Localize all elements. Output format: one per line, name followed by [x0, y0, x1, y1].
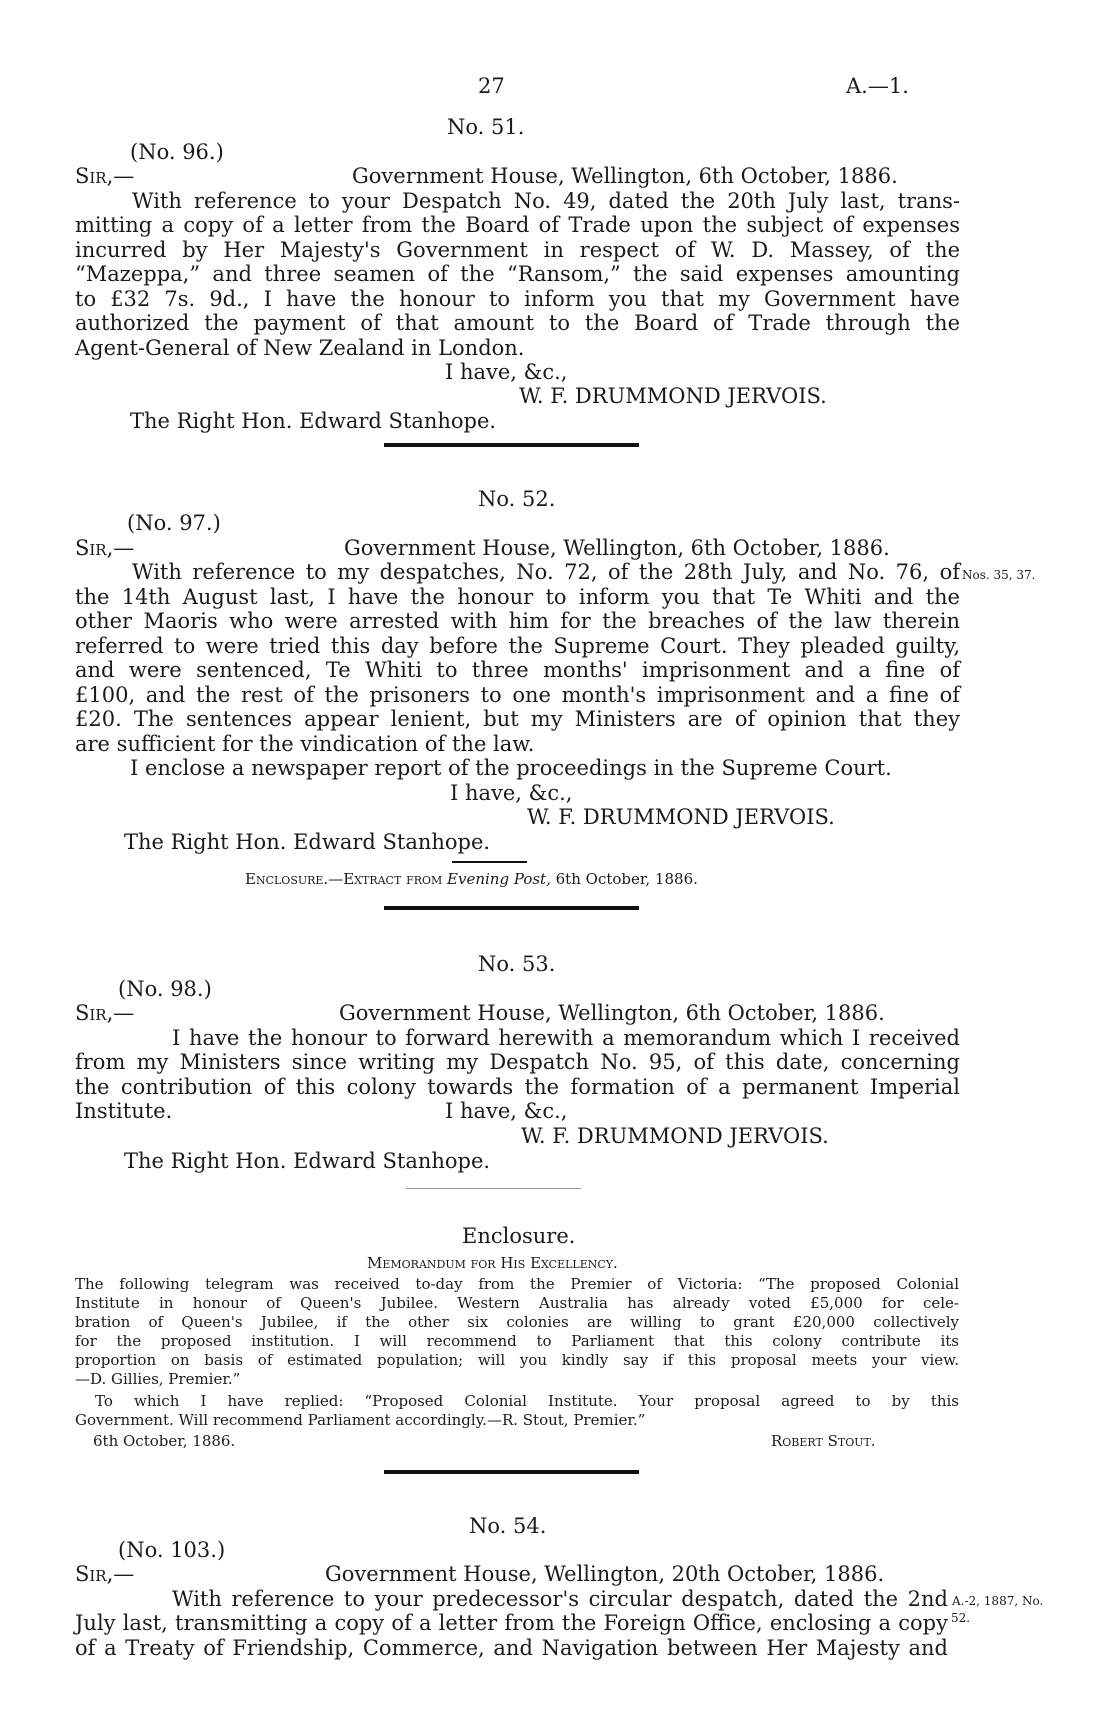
- letter-53-salutation: Sir,—: [75, 1001, 135, 1025]
- letter-53-line: from my Ministers since writing my Despatch No. 95, of this date, concerning: [75, 1050, 960, 1074]
- letter-52-line: referred to were tried this day before the Supreme Court. They pleaded guilty,: [75, 634, 960, 658]
- letter-51-salutation: Sir,—: [75, 164, 135, 188]
- enclosure-title: Enclosure.: [462, 1224, 576, 1248]
- letter-53-line: I have the honour to forward herewith a memorandum which I received: [172, 1026, 960, 1050]
- letter-51-line: Agent-General of New Zealand in London.: [75, 336, 525, 360]
- letter-52-enclosure-note: [245, 870, 698, 888]
- short-rule: [452, 861, 527, 863]
- letter-51-addressee: The Right Hon. Edward Stanhope.: [130, 409, 497, 433]
- letter-53-closing: I have, &c.,: [445, 1099, 568, 1123]
- letter-53-address: Government House, Wellington, 6th October, 1886.: [339, 1001, 885, 1025]
- letter-54-line: July last, transmitting a copy of a letter from the Foreign Office, enclosing a copy: [75, 1611, 948, 1635]
- memorandum-title: Memorandum for His Excellency.: [367, 1254, 618, 1272]
- letter-52-line: other Maoris who were arrested with him for the breaches of the law therein: [75, 609, 960, 633]
- letter-52-margin-note: Nos. 35, 37.: [962, 568, 1036, 582]
- letter-54-line: With reference to your predecessor's circular despatch, dated the 2nd: [172, 1587, 948, 1611]
- memo-reply-line: Government. Will recommend Parliament accordingly.—R. Stout, Premier.”: [75, 1411, 646, 1429]
- letter-52-line: the 14th August last, I have the honour to inform you that Te Whiti and the: [75, 585, 960, 609]
- letter-53-last-line: Institute.: [75, 1099, 173, 1123]
- letter-54-margin-note-2: 52.: [951, 1611, 971, 1625]
- memo-last-line: —D. Gillies, Premier.”: [75, 1370, 241, 1388]
- letter-52-address: Government House, Wellington, 6th October, 1886.: [344, 536, 890, 560]
- letter-51-address: Government House, Wellington, 6th October, 1886.: [352, 164, 898, 188]
- enclosure-date: 6th October, 1886.: [555, 870, 698, 888]
- section-rule: [384, 906, 639, 910]
- letter-51-line: authorized the payment of that amount to the Board of Trade through the: [75, 311, 960, 335]
- letter-54-salutation: Sir,—: [75, 1562, 135, 1586]
- letter-54-margin-note: A.-2, 1887, No.: [952, 1594, 1044, 1608]
- memo-date: 6th October, 1886.: [93, 1432, 236, 1450]
- letter-53-addressee: The Right Hon. Edward Stanhope.: [124, 1149, 491, 1173]
- letter-53-ref: (No. 98.): [118, 977, 212, 1001]
- letter-53-line: the contribution of this colony towards the formation of a permanent Imperial: [75, 1075, 960, 1099]
- letter-52-addressee: The Right Hon. Edward Stanhope.: [124, 830, 491, 854]
- letter-52-signature: W. F. DRUMMOND JERVOIS.: [527, 805, 835, 829]
- memo-line: The following telegram was received to-day from the Premier of Victoria: “The proposed Colonial: [75, 1275, 959, 1293]
- section-rule: [384, 443, 639, 447]
- letter-54-address: Government House, Wellington, 20th October, 1886.: [325, 1562, 885, 1586]
- letter-51-line: “Mazeppa,” and three seamen of the “Ransom,” the said expenses amounting: [75, 262, 960, 286]
- letter-54-title: No. 54.: [469, 1514, 547, 1538]
- memo-line: proportion on basis of estimated population; will you kindly say if this proposal meets your view.: [75, 1351, 959, 1369]
- page-number: 27: [478, 74, 505, 98]
- letter-51-closing: I have, &c.,: [445, 360, 568, 384]
- letter-54-ref: (No. 103.): [118, 1538, 226, 1562]
- letter-51-title: No. 51.: [447, 115, 525, 139]
- letter-52-title: No. 52.: [478, 487, 556, 511]
- memo-signed: Robert Stout.: [771, 1432, 876, 1450]
- document-reference: A.—1.: [846, 74, 909, 98]
- letter-51-signature: W. F. DRUMMOND JERVOIS.: [519, 384, 827, 408]
- letter-53-signature: W. F. DRUMMOND JERVOIS.: [521, 1124, 829, 1148]
- letter-51-line: mitting a copy of a letter from the Board of Trade upon the subject of expenses: [75, 213, 960, 237]
- letter-52-line: £100, and the rest of the prisoners to one month's imprisonment and a fine of: [75, 683, 960, 707]
- memo-line: bration of Queen's Jubilee, if the other six colonies are willing to grant £20,000 collectively: [75, 1313, 959, 1331]
- letter-52-line: I enclose a newspaper report of the proceedings in the Supreme Court.: [130, 756, 892, 780]
- enclosure-label: Enclosure.—Extract from: [245, 870, 443, 888]
- letter-52-salutation: Sir,—: [75, 536, 135, 560]
- memo-line: for the proposed institution. I will recommend to Parliament that this colony contribute its: [75, 1332, 959, 1350]
- letter-51-line: With reference to your Despatch No. 49, dated the 20th July last, trans-: [132, 189, 960, 213]
- light-rule: [406, 1188, 581, 1189]
- letter-54-line: of a Treaty of Friendship, Commerce, and Navigation between Her Majesty and: [75, 1636, 948, 1660]
- enclosure-paper: Evening Post,: [447, 870, 551, 888]
- letter-52-line: £20. The sentences appear lenient, but my Ministers are of opinion that they: [75, 707, 960, 731]
- letter-52-line: and were sentenced, Te Whiti to three months' imprisonment and a fine of: [75, 658, 960, 682]
- letter-51-line: incurred by Her Majesty's Government in respect of W. D. Massey, of the: [75, 238, 960, 262]
- letter-52-ref: (No. 97.): [127, 511, 221, 535]
- letter-51-ref: (No. 96.): [130, 140, 224, 164]
- letter-52-line: With reference to my despatches, No. 72, of the 28th July, and No. 76, of: [132, 560, 960, 584]
- letter-53-title: No. 53.: [478, 952, 556, 976]
- memo-line: Institute in honour of Queen's Jubilee. Western Australia has already voted £5,000 for cele-: [75, 1294, 959, 1312]
- letter-52-closing: I have, &c.,: [450, 781, 573, 805]
- letter-52-line: are sufficient for the vindication of the law.: [75, 732, 535, 756]
- letter-51-line: to £32 7s. 9d., I have the honour to inform you that my Government have: [75, 287, 960, 311]
- memo-reply-line: To which I have replied: “Proposed Colonial Institute. Your proposal agreed to by this: [95, 1392, 959, 1410]
- section-rule: [384, 1470, 639, 1474]
